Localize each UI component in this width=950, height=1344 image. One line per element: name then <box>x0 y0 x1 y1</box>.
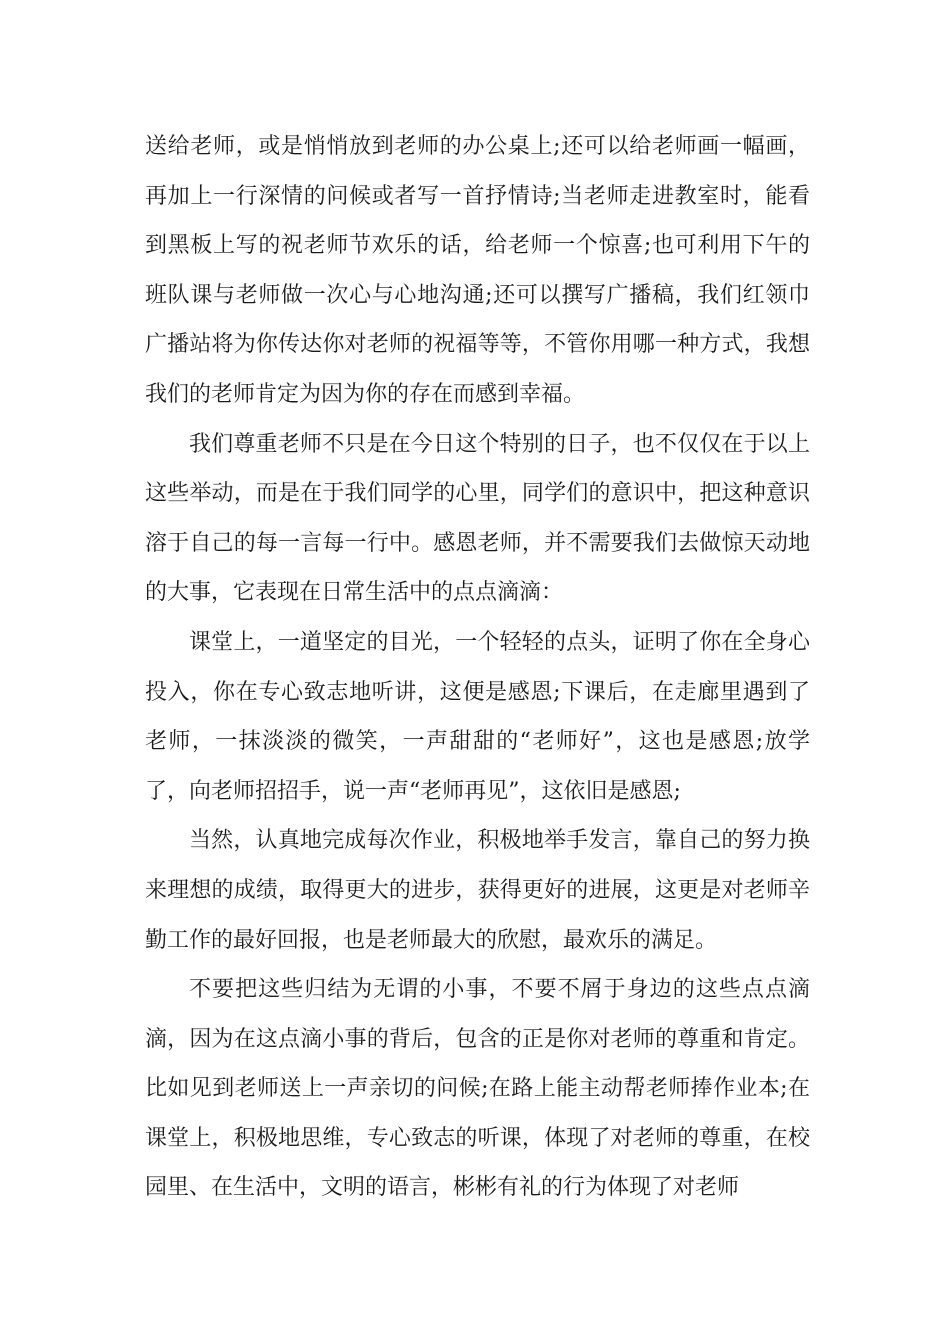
paragraph-4: 当然，认真地完成每次作业，积极地举手发言，靠自己的努力换来理想的成绩，取得更大的进步，获得更好的进展，这更是对老师辛勤工作的最好回报，也是老师最大的欣慰，最欢乐的满足。 <box>145 828 810 953</box>
paragraph-3: 课堂上，一道坚定的目光，一个轻轻的点头，证明了你在全身心投入，你在专心致志地听讲，这便是感恩;下课后，在走廊里遇到了老师，一抹淡淡的微笑，一声甜甜的“老师好”，这也是感恩;放学了，向老师招招手，说一声“老师再见”，这依旧是感恩; <box>145 629 810 804</box>
document-body <box>145 122 810 1213</box>
paragraph-2: 我们尊重老师不只是在今日这个特别的日子，也不仅仅在于以上这些举动，而是在于我们同学的心里，同学们的意识中，把这种意识溶于自己的每一言每一行中。感恩老师，并不需要我们去做惊天动地的大事，它表现在日常生活中的点点滴滴： <box>145 431 810 606</box>
paragraph-1: 送给老师，或是悄悄放到老师的办公桌上;还可以给老师画一幅画，再加上一行深情的问候或者写一首抒情诗;当老师走进教室时，能看到黑板上写的祝老师节欢乐的话，给老师一个惊喜;也可利用下午的班队课与老师做一次心与心地沟通;还可以撰写广播稿，我们红领巾广播站将为你传达你对老师的祝福等等，不管你用哪一种方式，我想我们的老师肯定为因为你的存在而感到幸福。 <box>145 134 810 407</box>
paragraph-5: 不要把这些归结为无谓的小事，不要不屑于身边的这些点点滴滴，因为在这点滴小事的背后，包含的正是你对老师的尊重和肯定。比如见到老师送上一声亲切的问候;在路上能主动帮老师捧作业本;在课堂上，积极地思维，专心致志的听课，体现了对老师的尊重，在校园里、在生活中，文明的语言，彬彬有礼的行为体现了对老师 <box>145 977 810 1201</box>
